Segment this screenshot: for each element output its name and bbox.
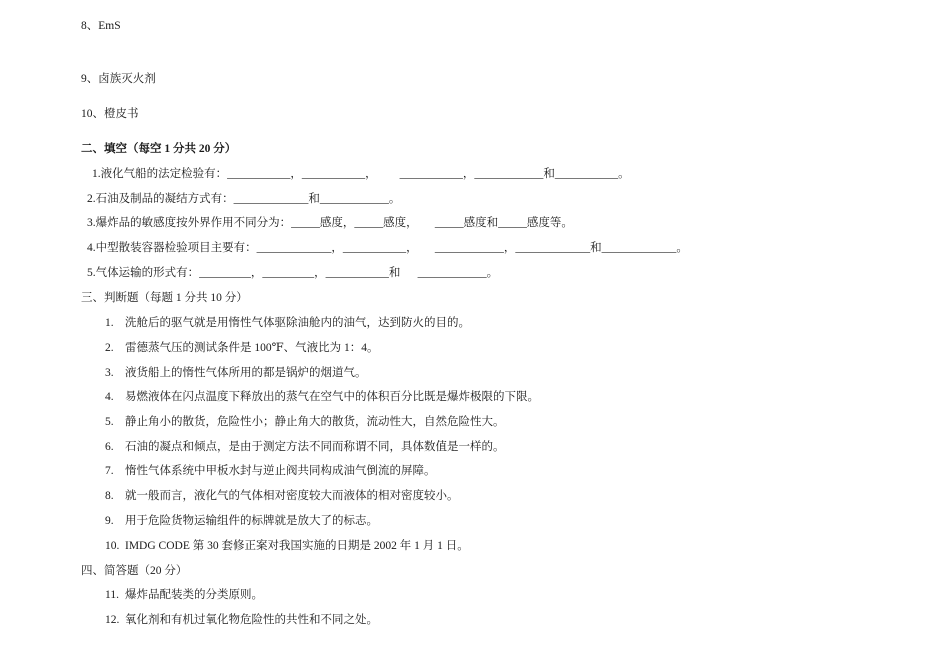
definition-item-9: 9、卤族灭火剂 [81,73,156,85]
judge-item-number: 7. [105,465,114,477]
judge-item [105,489,459,503]
judge-item-number: 8. [105,490,114,502]
judge-item-text: 就一般而言，液化气的气体相对密度较大而液体的相对密度较小。 [125,490,459,502]
judge-item-number: 10. [105,540,120,552]
judge-section-heading: 三、判断题（每题 1 分共 10 分） [81,292,248,304]
fill-item-3: 3.爆炸品的敏感度按外界作用不同分为：_____感度，_____感度， _____感度和_____感度等。 [87,217,573,229]
definition-item-10: 10、橙皮书 [81,108,139,120]
judge-item-text: IMDG CODE 第 30 套修正案对我国实施的日期是 2002 年 1 月 1 日。 [125,540,469,552]
short-item-text: 氧化剂和有机过氧化物危险性的共性和不同之处。 [125,614,378,626]
judge-item-text: 惰性气体系统中甲板水封与逆止阀共同构成油气倒流的屏障。 [125,465,436,477]
judge-item [105,440,505,454]
short-item-text: 爆炸品配装类的分类原则。 [125,589,263,601]
judge-item-text: 静止角小的散货，危险性小；静止角大的散货，流动性大，自然危险性大。 [125,416,505,428]
judge-item [105,539,469,553]
short-section-heading: 四、简答题（20 分） [81,565,188,577]
short-item-number: 12. [105,614,120,626]
judge-item-text: 洗舱后的驱气就是用惰性气体驱除油舱内的油气，达到防火的目的。 [125,317,470,329]
short-item-number: 11. [105,589,119,601]
judge-item-text: 石油的凝点和倾点，是由于测定方法不同而称谓不同，具体数值是一样的。 [125,441,505,453]
judge-item [105,514,378,528]
fill-item-4: 4.中型散装容器检验项目主要有：_____________，___________， ____________，_____________和_____________。 [87,242,688,254]
judge-item [105,341,379,355]
judge-item [105,390,539,404]
judge-item-text: 雷德蒸气压的测试条件是 100℉、气液比为 1：4。 [125,342,379,354]
judge-item [105,464,436,478]
short-item [105,613,378,627]
judge-item-number: 2. [105,342,114,354]
judge-item-number: 5. [105,416,114,428]
definition-item-8: 8、EmS [81,20,121,32]
judge-item [105,415,505,429]
fill-item-5: 5.气体运输的形式有：_________，_________，___________和 ____________。 [87,267,499,279]
judge-item-text: 易燃液体在闪点温度下释放出的蒸气在空气中的体积百分比既是爆炸极限的下限。 [125,391,539,403]
judge-item-number: 4. [105,391,114,403]
judge-item-number: 1. [105,317,114,329]
judge-item-text: 液货船上的惰性气体所用的都是锅炉的烟道气。 [125,367,367,379]
fill-item-2: 2.石油及制品的凝结方式有：_____________和____________。 [87,193,401,205]
judge-item-number: 6. [105,441,114,453]
judge-item [105,366,367,380]
judge-item [105,316,470,330]
fill-item-1: 1.液化气船的法定检验有：___________，___________， ___________，____________和___________。 [92,168,630,180]
judge-item-number: 9. [105,515,114,527]
short-item [105,588,263,602]
judge-item-number: 3. [105,367,114,379]
judge-item-text: 用于危险货物运输组件的标牌就是放大了的标志。 [125,515,378,527]
fill-section-heading: 二、填空（每空 1 分共 20 分） [81,143,237,155]
